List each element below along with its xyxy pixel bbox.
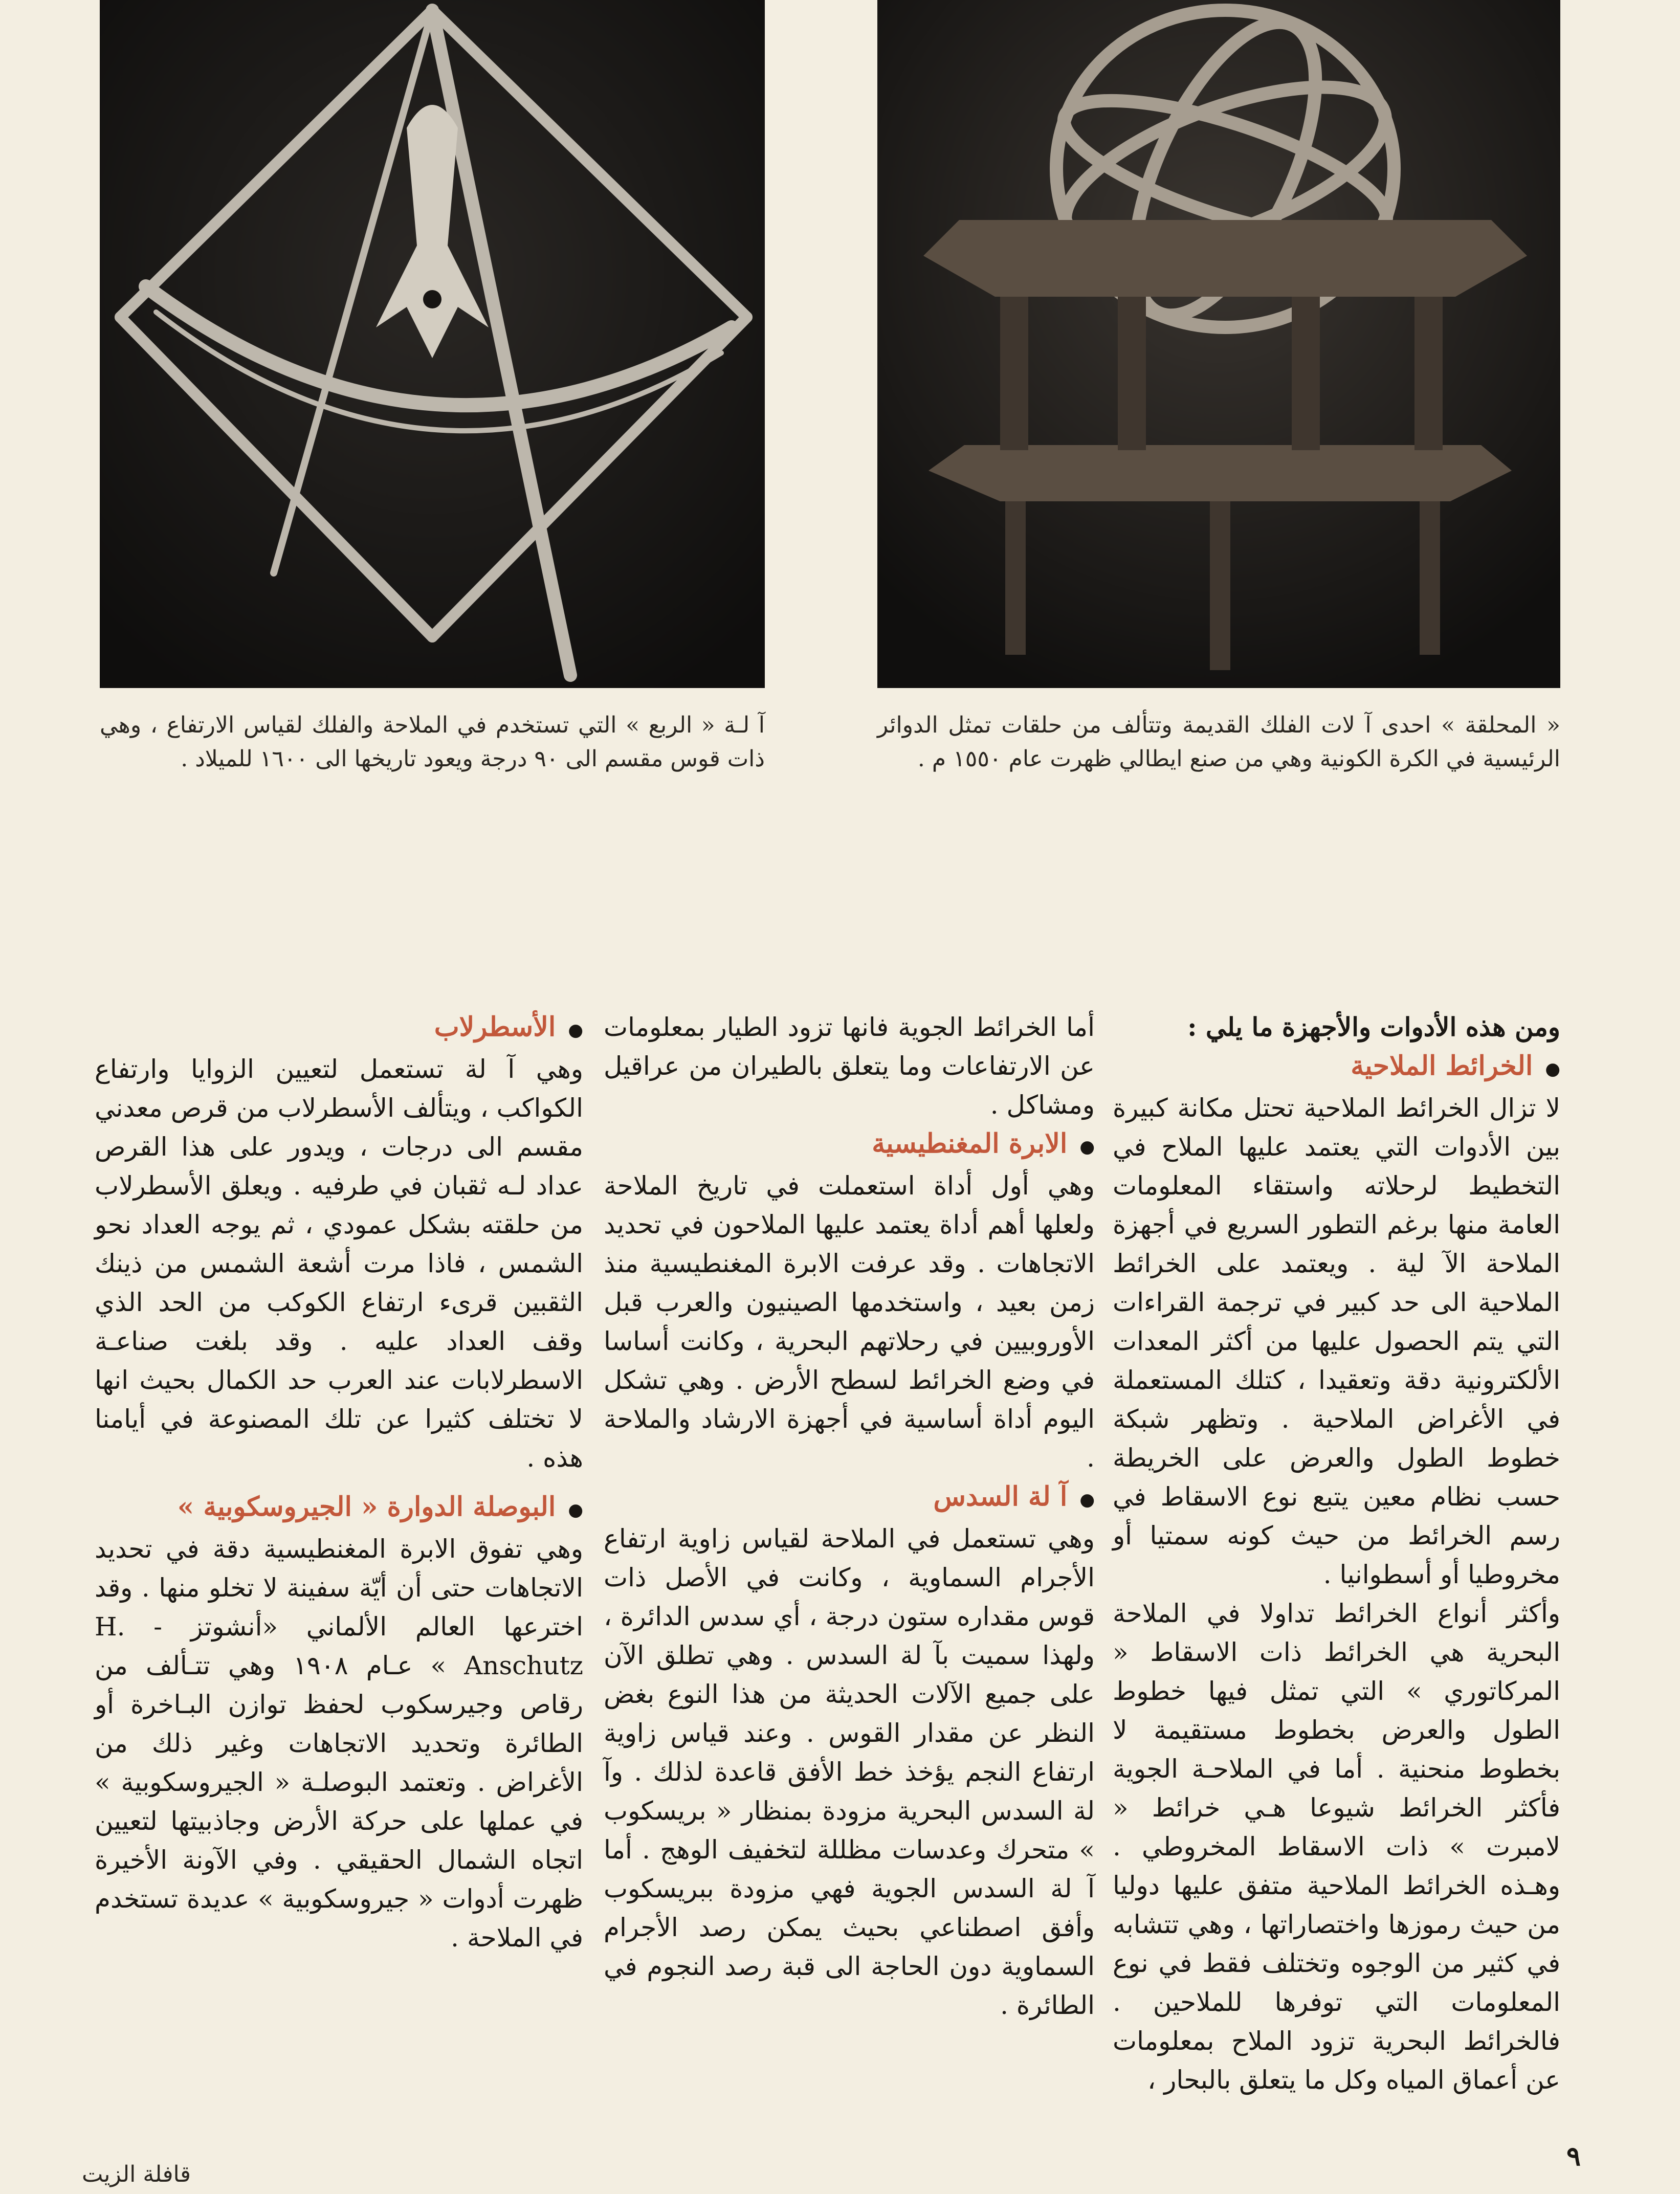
heading-text: الابرة المغنطيسية [872, 1128, 1068, 1159]
section-heading-sextant [604, 1477, 1095, 1519]
magazine-name: قافلة الزيت [82, 2161, 191, 2187]
armillary-sphere-illustration [877, 0, 1560, 688]
bullet-icon: ● [568, 1500, 583, 1520]
paragraph-chart-types: وأكثر أنواع الخرائط تداولا في الملاحة البحرية هي الخرائط ذات الاسقاط « المركاتوري » التي تمثل فيها خطوط الطول والعرض بخطوط مستقيمة لا بخطوط منحنية . أما في الملاحـة الجوية فأكثر الخرائط شيوعا هـي خرائط « لامبرت » ذات الاسقاط المخروطي . وهـذه الخرائط الملاحية متفق عليها دوليا من حيث رموزها واختصاراتها ، وهي تتشابه في كثير من الوجوه وتختلف فقط في نوع المعلومات التي توفرها للملاحين . فالخرائط البحرية تزود الملاح بمعلومات عن أعماق المياه وكل ما يتعلق بالبحار ، [1113, 1599, 1560, 2095]
quadrant-illustration [100, 0, 765, 688]
paragraph-aerial-charts: أما الخرائط الجوية فانها تزود الطيار بمعلومات عن الارتفاعات وما يتعلق بالطيران من عراقيل ومشاكل . [604, 1012, 1095, 1120]
quadrant-caption: آ لـة « الربع » التي تستخدم في الملاحة والفلك لقياس الارتفاع ، وهي ذات قوس مقسم الى ٩٠ درجة ويعود تاريخها الى ١٦٠٠ للميلاد . [100, 712, 765, 772]
page-number: ٩ [1566, 2141, 1581, 2172]
bullet-icon: ● [568, 1020, 583, 1040]
paragraph-gyrocompass: وهي تفوق الابرة المغنطيسية دقة في تحديد الاتجاهات حتى أن أيّة سفينة لا تخلو منها . وقد اخترعها العالم الألماني «أنشوتز - H. Anschutz » عـام ١٩٠٨ وهي تتـألف من رقاص وجيرسكوب لحفظ توازن البـاخرة أو الطائرة وتحديد الاتجاهات وغير ذلك من الأغراض . وتعتمد البوصلـة « الجيروسكوبية » في عملها على حركة الأرض وجاذبيتها لتعيين اتجاه الشمال الحقيقي . وفي الآونة الأخيرة ظهرت أدوات « جيروسكوبية » عديدة تستخدم في الملاحة . [95, 1534, 583, 1953]
article-column-right [1113, 1008, 1560, 2099]
column-intro: ومن هذه الأدوات والأجهزة ما يلي : [1187, 1012, 1560, 1042]
paragraph-nautical-charts: لا تزال الخرائط الملاحية تحتل مكانة كبيرة بين الأدوات التي يعتمد عليها الملاح في التخطيط لرحلاته واستقاء المعلومات العامة منها برغم التطور السريع في أجهزة الملاحة الآ لية . ويعتمد على الخرائط الملاحية الى حد كبير في ترجمة القراءات التي يتم الحصول عليها من أكثر المعدات الألكترونية دقة وتعقيدا ، كتلك المستعملة في الأغراض الملاحية . وتظهر شبكة خطوط الطول والعرض على الخريطة حسب نظام معين يتبع نوع الاسقاط في رسم الخرائط من حيث كونه سمتيا أو مخروطيا أو أسطوانيا . [1113, 1093, 1560, 1589]
bullet-icon: ● [1079, 1137, 1095, 1157]
paragraph-astrolabe: وهي آ لة تستعمل لتعيين الزوايا وارتفاع الكواكب ، ويتألف الأسطرلاب من قرص معدني مقسم الى درجات ، ويدور على هذا القرص عداد لـه ثقبان في طرفيه . ويعلق الأسطرلاب من حلقته بشكل عمودي ، ثم يوجه العداد نحو الشمس ، فاذا مرت أشعة الشمس من ذينك الثقبين قرىء ارتفاع الكوكب من الحد الذي وقف العداد عليه . وقد بلغت صناعـة الاسطرلابات عند العرب حد الكمال بحيث انها لا تختلف كثيرا عن تلك المصنوعة في أيامنا هذه . [95, 1054, 583, 1473]
bullet-icon: ● [1545, 1059, 1560, 1079]
section-heading-astrolabe [95, 1008, 583, 1050]
section-heading-gyrocompass [95, 1488, 583, 1530]
section-heading-magnetic-needle [604, 1124, 1095, 1166]
heading-text: الخرائط الملاحية [1351, 1050, 1533, 1081]
heading-text: آ لة السدس [933, 1481, 1068, 1512]
section-heading-nautical-charts [1113, 1047, 1560, 1089]
armillary-sphere-photo [877, 0, 1560, 688]
article-column-left [95, 1008, 583, 1957]
quadrant-photo [100, 0, 765, 688]
article-column-middle [604, 1008, 1095, 2025]
paragraph-magnetic-needle: وهي أول أداة استعملت في تاريخ الملاحة ولعلها أهم أداة يعتمد عليها الملاحون في تحديد الاتجاهات . وقد عرفت الابرة المغنطيسية منذ زمن بعيد ، واستخدمها الصينيون والعرب قبل الأوروبيين في رحلاتهم البحرية ، وكانت أساسا في وضع الخرائط لسطح الأرض . وهي تشكل اليوم أداة أساسية في أجهزة الارشاد والملاحة . [604, 1171, 1095, 1473]
armillary-caption: « المحلقة » احدى آ لات الفلك القديمة وتتألف من حلقات تمثل الدوائر الرئيسية في الكرة الكونية وهي من صنع ايطالي ظهرت عام ١٥٥٠ م . [877, 712, 1560, 772]
heading-text: الأسطرلاب [434, 1011, 556, 1043]
paragraph-sextant: وهي تستعمل في الملاحة لقياس زاوية ارتفاع الأجرام السماوية ، وكانت في الأصل ذات قوس مقداره ستون درجة ، أي سدس الدائرة ، ولهذا سميت بآ لة السدس . وهي تطلق الآن على جميع الآلات الحديثة من هذا النوع بغض النظر عن مقدار القوس . وعند قياس زاوية ارتفاع النجم يؤخذ خط الأفق قاعدة لذلك . وآ لة السدس البحرية مزودة بمنظار « بريسكوب » متحرك وعدسات مظللة لتخفيف الوهج . أما آ لة السدس الجوية فهي مزودة ببريسكوب وأفق اصطناعي بحيث يمكن رصد الأجرام السماوية دون الحاجة الى قبة رصد النجوم في الطائرة . [604, 1524, 1095, 2020]
heading-text: البوصلة الدوارة « الجيروسكوبية » [177, 1491, 556, 1522]
bullet-icon: ● [1079, 1490, 1095, 1510]
